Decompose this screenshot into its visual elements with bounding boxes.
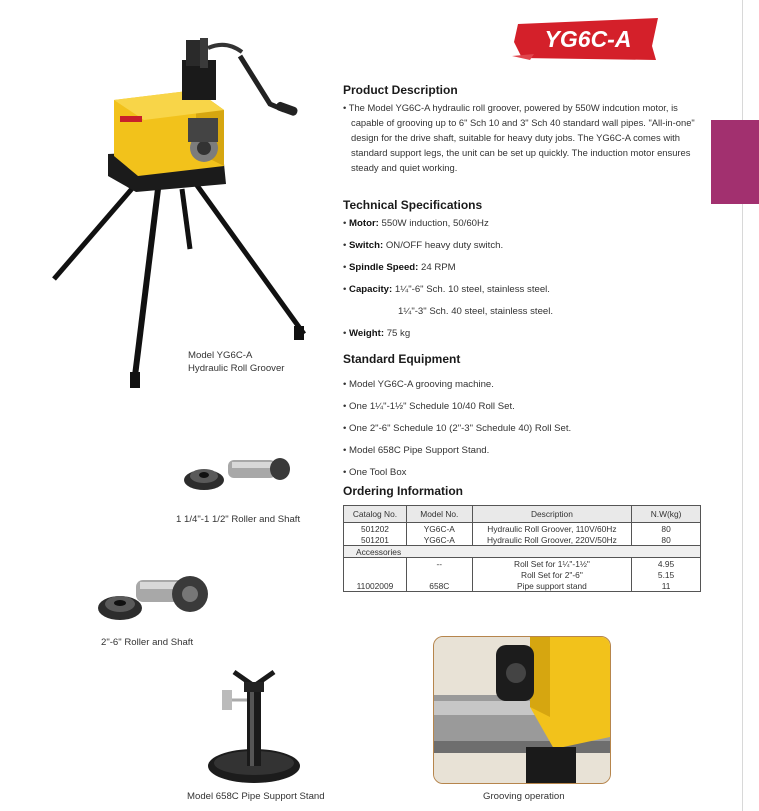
cell: 80 <box>632 534 701 546</box>
banner-model-text: YG6C-A <box>544 26 632 52</box>
cell <box>344 558 407 570</box>
cell: Roll Set for 2"-6" <box>472 569 631 580</box>
spec-weight-value: 75 kg <box>386 328 411 339</box>
equipment-item: • Model 658C Pipe Support Stand. <box>343 445 489 456</box>
spec-switch <box>343 240 503 251</box>
ordering-table <box>343 505 701 592</box>
pipe-support-stand-image <box>204 660 304 788</box>
cell: -- <box>406 558 472 570</box>
stand-caption: Model 658C Pipe Support Stand <box>187 791 325 802</box>
table-row <box>344 558 701 570</box>
model-banner <box>512 16 662 62</box>
standard-equipment-heading: Standard Equipment <box>343 352 461 366</box>
spec-spindle-value: 24 RPM <box>421 262 456 273</box>
accessories-label: Accessories <box>344 546 701 558</box>
cell: Hydraulic Roll Groover, 110V/60Hz <box>472 523 631 535</box>
machine-caption-line2: Hydraulic Roll Groover <box>188 363 285 374</box>
cell: YG6C-A <box>406 534 472 546</box>
spec-spindle <box>343 262 456 273</box>
desc-line: standard support legs, the unit can be set up quickly. The induction motor ensures <box>351 147 691 158</box>
small-roller-caption: 1 1/4"-1 1/2" Roller and Shaft <box>176 514 301 525</box>
col-description: Description <box>472 506 631 523</box>
equipment-item: • One Tool Box <box>343 467 406 478</box>
table-row <box>344 523 701 535</box>
tech-specs-heading: Technical Specifications <box>343 198 483 212</box>
desc-line: capable of grooving up to 6" Sch 10 and 3" Sch 40 standard wall pipes. "All-in-one" <box>351 117 695 128</box>
col-weight: N.W(kg) <box>632 506 701 523</box>
machine-caption <box>188 349 285 375</box>
desc-line: • The Model YG6C-A hydraulic roll groover, powered by 550W indcution motor, is <box>343 102 678 113</box>
table-row <box>344 569 701 580</box>
col-catalog: Catalog No. <box>344 506 407 523</box>
spec-capacity-value2: 1¼"-3" Sch. 40 steel, stainless steel. <box>398 306 554 317</box>
spec-switch-label: Switch: <box>349 240 384 251</box>
desc-line: design for the drive shaft, suitable for heavy duty jobs. The YG6C-A comes with <box>351 132 680 143</box>
product-description-text <box>343 100 711 175</box>
section-tab <box>711 120 759 204</box>
col-model: Model No. <box>406 506 472 523</box>
spec-capacity-value: 1¼"-6" Sch. 10 steel, stainless steel. <box>394 284 550 295</box>
spec-motor <box>343 218 489 229</box>
large-roller-caption: 2"-6" Roller and Shaft <box>101 637 194 648</box>
spec-weight-label: Weight: <box>349 328 385 339</box>
cell: 4.95 <box>632 558 701 570</box>
cell: 501202 <box>344 523 407 535</box>
spec-capacity-label: Capacity: <box>349 284 393 295</box>
cell: 5.15 <box>632 569 701 580</box>
equipment-item: • Model YG6C-A grooving machine. <box>343 379 494 390</box>
cell: Pipe support stand <box>472 580 631 592</box>
cell: 658C <box>406 580 472 592</box>
cell: 11002009 <box>344 580 407 592</box>
equipment-item: • One 1¼"-1½" Schedule 10/40 Roll Set. <box>343 401 515 412</box>
table-row <box>344 580 701 592</box>
table-row <box>344 534 701 546</box>
cell: Roll Set for 1¼"-1½" <box>472 558 631 570</box>
spec-spindle-label: Spindle Speed: <box>349 262 419 273</box>
spec-motor-label: Motor: <box>349 218 379 229</box>
machine-caption-line1: Model YG6C-A <box>188 350 253 361</box>
grooving-caption: Grooving operation <box>483 791 565 802</box>
large-roller-shaft-image <box>96 572 218 626</box>
cell: 80 <box>632 523 701 535</box>
spec-switch-value: ON/OFF heavy duty switch. <box>385 240 504 251</box>
roll-groover-image <box>46 34 306 394</box>
spec-capacity <box>343 284 550 295</box>
cell: YG6C-A <box>406 523 472 535</box>
spec-weight <box>343 328 410 339</box>
grooving-operation-image <box>434 637 610 783</box>
small-roller-shaft-image <box>182 450 297 496</box>
cell: Hydraulic Roll Groover, 220V/50Hz <box>472 534 631 546</box>
grooving-operation-photo <box>433 636 611 784</box>
cell <box>406 569 472 580</box>
ordering-info-heading: Ordering Information <box>343 484 463 498</box>
cell: 501201 <box>344 534 407 546</box>
spec-motor-value: 550W induction, 50/60Hz <box>381 218 489 229</box>
accessories-row <box>344 546 701 558</box>
desc-line: steady and quiet working. <box>351 162 458 173</box>
cell: 11 <box>632 580 701 592</box>
equipment-item: • One 2"-6" Schedule 10 (2"-3" Schedule 40) Roll Set. <box>343 423 571 434</box>
product-description-heading: Product Description <box>343 83 458 97</box>
ordering-header-row <box>344 506 701 523</box>
cell <box>344 569 407 580</box>
